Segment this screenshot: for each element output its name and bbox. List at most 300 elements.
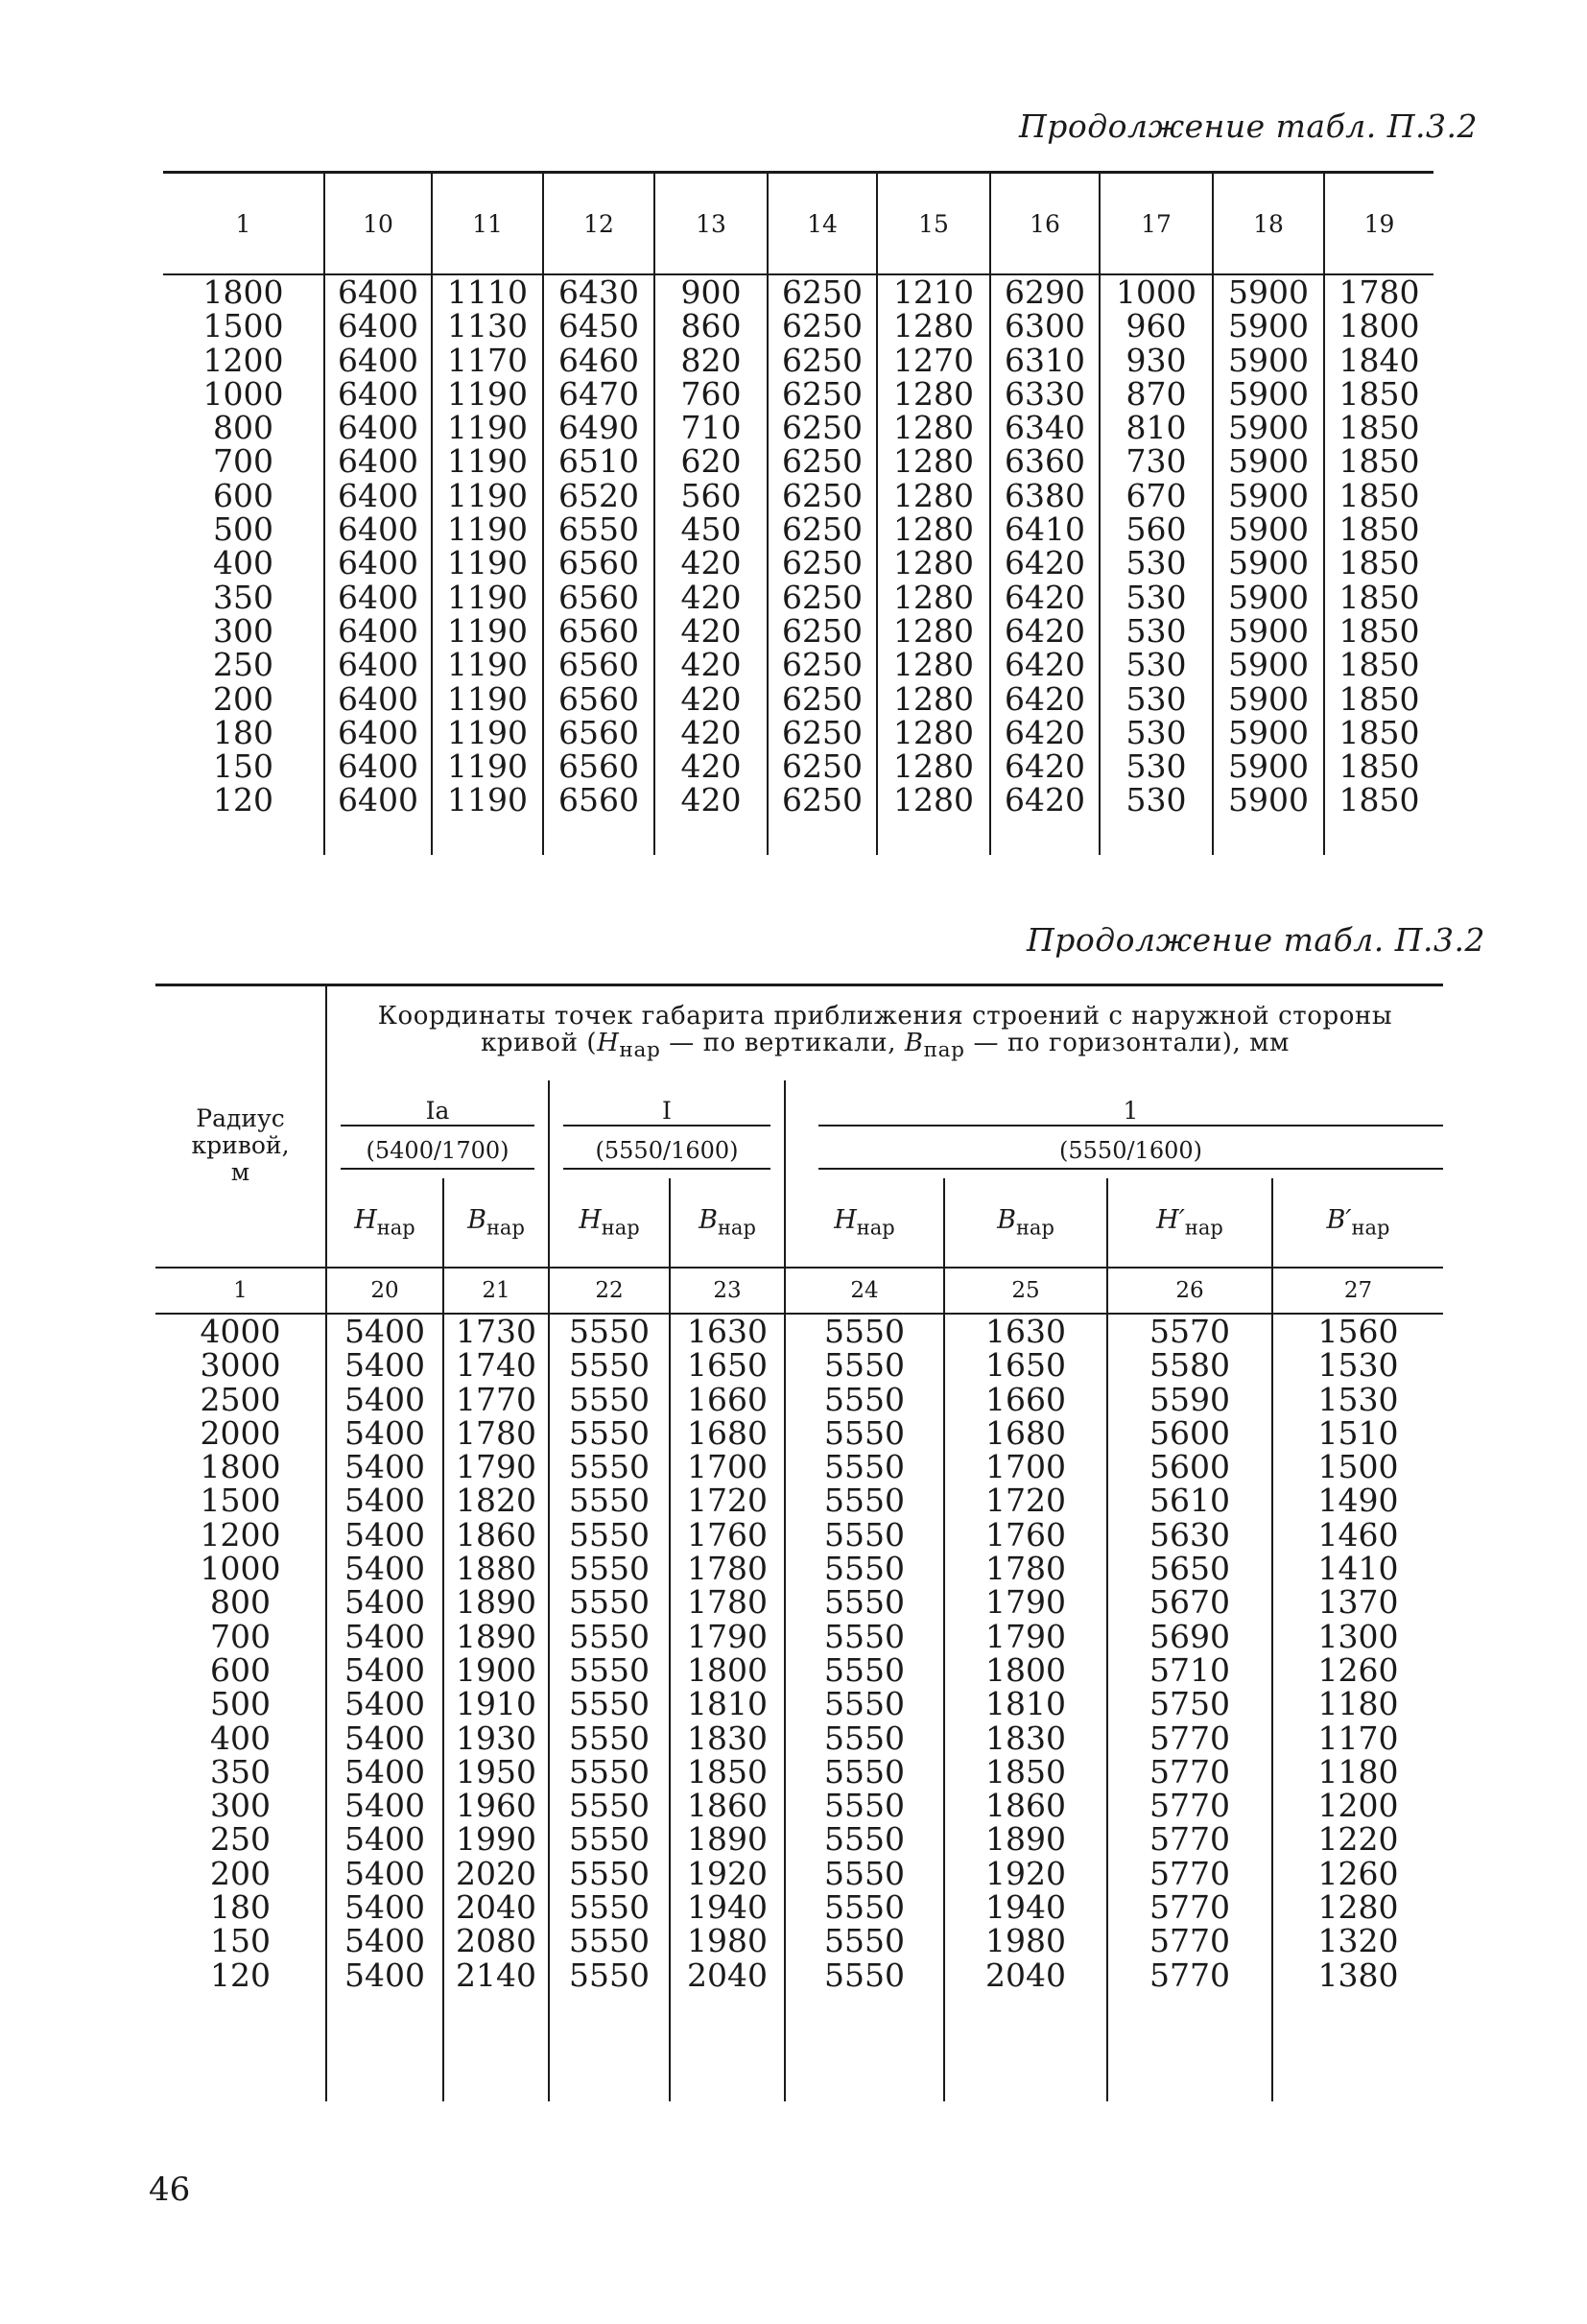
bottom-cell: 1660 [687,1380,768,1418]
bottom-cell: 1410 [1317,1550,1399,1588]
symbol-header-1 [443,1178,549,1268]
bottom-cell: 300 [210,1787,271,1825]
top-cell: 420 [680,781,742,819]
top-cell: 5900 [1228,611,1309,650]
top-cell: 1850 [1338,578,1420,616]
top-cell: 6310 [1005,341,1085,379]
bottom-col-values-0 [155,1314,326,2101]
bottom-cell: 1790 [456,1448,536,1486]
bottom-cell: 2000 [200,1413,281,1452]
bottom-cell: 5400 [344,1922,425,1960]
top-cell: 6400 [338,611,418,650]
bottom-cell: 5550 [824,1752,905,1790]
top-cell: 6250 [782,544,863,582]
top-cell: 1190 [447,713,528,751]
bottom-cell: 1500 [200,1482,281,1520]
bottom-cell: 5400 [344,1380,425,1418]
top-cell: 6250 [782,409,863,447]
top-cell: 6400 [338,341,418,379]
top-cell: 6400 [338,679,418,718]
top-cell: 6400 [338,374,418,413]
top-cell: 530 [1125,747,1187,786]
top-cell: 6420 [1005,611,1085,650]
bottom-col-values-8 [1272,1314,1443,2101]
bottom-cell: 5400 [344,1787,425,1825]
bottom-cell: 5550 [569,1685,650,1723]
top-cell: 6400 [338,476,418,514]
top-cell: 450 [680,510,742,549]
top-cell: 5900 [1228,578,1309,616]
bottom-cell: 1650 [687,1346,768,1385]
bottom-cell: 5400 [344,1482,425,1520]
bottom-cell: 600 [210,1650,271,1689]
top-col-values-6 [877,274,990,855]
top-cell: 930 [1125,341,1187,379]
bottom-cell: 1920 [687,1854,768,1892]
top-col-values-9 [1213,274,1324,855]
top-cell: 420 [680,611,742,650]
bottom-cell: 1930 [456,1719,536,1757]
top-cell: 1850 [1338,510,1420,549]
bottom-table-data-row [155,1314,1443,2101]
bottom-cell: 1260 [1317,1854,1399,1892]
bottom-cell: 2040 [985,1956,1066,1994]
top-col-header-9: 18 [1213,174,1324,274]
top-cell: 400 [213,544,273,582]
bottom-cell: 1630 [687,1313,768,1350]
top-cell: 6250 [782,476,863,514]
bottom-cell: 1950 [456,1752,536,1790]
bottom-cell: 5770 [1149,1752,1230,1790]
bottom-cell: 1770 [456,1380,536,1418]
top-cell: 5900 [1228,409,1309,447]
bottom-cell: 1680 [985,1413,1066,1452]
top-cell: 800 [213,409,273,447]
bottom-cell: 1980 [687,1922,768,1960]
top-cell: 6250 [782,646,863,684]
bottom-cell: 5400 [344,1685,425,1723]
symbol-header-3 [670,1178,785,1268]
bottom-cell: 1940 [985,1888,1066,1927]
bottom-cell: 5400 [344,1583,425,1622]
top-cell: 6470 [558,374,639,413]
bottom-cell: 5710 [1149,1650,1230,1689]
top-cell: 5900 [1228,679,1309,718]
bottom-cell: 5550 [569,1854,650,1892]
top-cell: 1190 [447,646,528,684]
bottom-cell: 120 [210,1956,271,1994]
bottom-cell: 1530 [1317,1380,1399,1418]
top-cell: 1130 [447,307,528,345]
symbol-header-5 [944,1178,1107,1268]
bottom-cell: 2080 [456,1922,536,1960]
symbol-subscript: нар [376,1216,415,1240]
top-cell: 6400 [338,781,418,819]
top-cell: 1190 [447,510,528,549]
top-col-values-7 [990,274,1100,855]
bottom-cell: 5550 [569,1956,650,1994]
bottom-cell: 400 [210,1719,271,1757]
top-cell: 530 [1125,781,1187,819]
top-cell: 5900 [1228,341,1309,379]
top-col-header-8: 17 [1100,174,1213,274]
top-cell: 760 [680,374,742,413]
bottom-cell: 5600 [1149,1413,1230,1452]
coordinates-header-text-c: — по горизонтали), мм [964,1028,1290,1057]
top-cell: 1210 [893,273,974,311]
bottom-cell: 5550 [569,1413,650,1452]
top-cell: 6520 [558,476,639,514]
top-cell: 6510 [558,442,639,481]
bottom-cell: 2040 [687,1956,768,1994]
bottom-cell: 1890 [985,1820,1066,1859]
top-cell: 5900 [1228,510,1309,549]
bottom-cell: 5600 [1149,1448,1230,1486]
bottom-cell: 1530 [1317,1346,1399,1385]
top-cell: 6250 [782,713,863,751]
top-cell: 1000 [1116,273,1196,311]
bottom-cell: 250 [210,1820,271,1859]
bottom-cell: 1900 [456,1650,536,1689]
top-cell: 420 [680,544,742,582]
top-cell: 1800 [202,273,284,311]
bottom-cell: 350 [210,1752,271,1790]
bottom-col-values-5 [785,1314,944,2101]
top-cell: 6560 [558,578,639,616]
bottom-cell: 1630 [985,1313,1066,1350]
top-cell: 1270 [893,341,974,379]
top-cell: 1280 [893,713,974,751]
top-col-header-6: 15 [877,174,990,274]
bottom-cell: 1890 [456,1617,536,1655]
top-cell: 1280 [893,442,974,481]
symbol-letter: B [467,1205,486,1236]
bottom-col-values-1 [326,1314,443,2101]
symbol-subscript: нар [601,1216,640,1240]
radius-header-label: Радиус кривой, м [191,1104,290,1186]
top-cell: 1190 [447,578,528,616]
top-cell: 5900 [1228,442,1309,481]
top-cell: 6400 [338,409,418,447]
group-name-1: 1 [818,1097,1443,1126]
top-cell: 6400 [338,442,418,481]
bottom-table [155,984,1443,2101]
top-cell: 5900 [1228,273,1309,311]
bottom-cell: 5550 [569,1922,650,1960]
top-cell: 1280 [893,544,974,582]
bottom-cell: 2140 [456,1956,536,1994]
group-dims-1 [785,1128,1443,1178]
top-cell: 530 [1125,544,1187,582]
symbol-letter: B [699,1205,718,1236]
bottom-cell: 1780 [687,1583,768,1622]
bottom-cell: 5590 [1149,1380,1230,1418]
top-cell: 5900 [1228,747,1309,786]
bottom-cell: 1740 [456,1346,536,1385]
column-number-2: 21 [443,1268,549,1314]
bottom-cell: 5550 [569,1550,650,1588]
coordinates-header-line2 [333,1030,1437,1064]
top-col-values-3 [543,274,654,855]
top-cell: 1280 [893,374,974,413]
bottom-cell: 5550 [824,1787,905,1825]
bottom-cell: 1180 [1317,1752,1399,1790]
top-cell: 1170 [447,341,528,379]
top-cell: 6560 [558,713,639,751]
top-cell: 6300 [1005,307,1085,345]
column-number-7: 26 [1107,1268,1272,1314]
top-cell: 1190 [447,544,528,582]
bottom-cell: 1890 [687,1820,768,1859]
top-cell: 6400 [338,646,418,684]
bottom-cell: 5400 [344,1448,425,1486]
bottom-cell: 1800 [985,1650,1066,1689]
top-col-header-0: 1 [235,209,251,238]
top-table-caption: Продолжение табл. П.3.2 [1019,107,1478,145]
bottom-cell: 1730 [456,1313,536,1350]
bottom-cell: 1940 [687,1888,768,1927]
top-cell: 6290 [1005,273,1085,311]
top-col-header-3: 12 [543,174,654,274]
top-col-header-4: 13 [654,174,768,274]
bottom-cell: 1280 [1317,1888,1399,1927]
bottom-cell: 5550 [824,1922,905,1960]
bottom-cell: 1700 [985,1448,1066,1486]
bottom-cell: 5550 [824,1482,905,1520]
bottom-cell: 5570 [1149,1313,1230,1350]
top-cell: 6250 [782,781,863,819]
column-number-8: 27 [1272,1268,1443,1314]
bottom-cell: 5550 [824,1448,905,1486]
bottom-cell: 5550 [569,1380,650,1418]
top-cell: 530 [1125,578,1187,616]
top-cell: 5900 [1228,307,1309,345]
top-cell: 1200 [202,341,284,379]
top-cell: 1280 [893,781,974,819]
column-number-6: 25 [944,1268,1107,1314]
bottom-cell: 5550 [569,1313,650,1350]
top-cell: 6360 [1005,442,1085,481]
symbol-header-0 [326,1178,443,1268]
top-cell: 6420 [1005,747,1085,786]
bottom-cell: 500 [210,1685,271,1723]
top-cell: 620 [680,442,742,481]
top-table-data-row [163,274,1433,855]
bottom-cell: 5550 [824,1650,905,1689]
bottom-cell: 5550 [569,1482,650,1520]
top-cell: 6490 [558,409,639,447]
bottom-cell: 5550 [824,1313,905,1350]
symbol-subscript: нар [1351,1216,1390,1240]
group-dims-ia [326,1128,549,1178]
bottom-cell: 1780 [985,1550,1066,1588]
top-cell: 6450 [558,307,639,345]
bottom-cell: 5400 [344,1752,425,1790]
bottom-cell: 5550 [569,1650,650,1689]
top-cell: 1850 [1338,409,1420,447]
top-cell: 600 [213,476,273,514]
top-cell: 6420 [1005,578,1085,616]
column-number-4: 23 [670,1268,785,1314]
top-cell: 6420 [1005,781,1085,819]
symbol-header-2 [549,1178,670,1268]
top-cell: 710 [680,409,742,447]
top-cell: 860 [680,307,742,345]
top-cell: 6400 [338,544,418,582]
bottom-cell: 1910 [456,1685,536,1723]
bottom-cell: 2500 [200,1380,281,1418]
top-cell: 1280 [893,747,974,786]
bottom-cell: 1780 [687,1550,768,1588]
top-table-header-row [163,174,1433,274]
bottom-cell: 1790 [985,1583,1066,1622]
group-name-ia: Ia [341,1097,534,1126]
bottom-cell: 5550 [824,1550,905,1588]
bottom-cell: 1220 [1317,1820,1399,1859]
top-cell: 6330 [1005,374,1085,413]
symbol-subscript: нар [486,1216,525,1240]
top-cell: 820 [680,341,742,379]
group-dims-i-text: (5550/1600) [563,1137,770,1170]
top-cell: 6250 [782,679,863,718]
bottom-cell: 5650 [1149,1550,1230,1588]
top-cell: 6560 [558,781,639,819]
top-cell: 560 [680,476,742,514]
top-cell: 6250 [782,374,863,413]
bottom-cell: 5400 [344,1650,425,1689]
bottom-cell: 1660 [985,1380,1066,1418]
bottom-cell: 5550 [569,1719,650,1757]
top-cell: 6420 [1005,679,1085,718]
group-name-i: I [563,1097,770,1126]
bottom-cell: 1200 [200,1515,281,1553]
top-cell: 420 [680,713,742,751]
bottom-cell: 180 [210,1888,271,1927]
bottom-cell: 5550 [569,1820,650,1859]
top-cell: 6400 [338,273,418,311]
bottom-cell: 5400 [344,1413,425,1452]
bottom-cell: 1860 [687,1787,768,1825]
top-cell: 6340 [1005,409,1085,447]
top-table [163,171,1433,855]
bottom-cell: 5750 [1149,1685,1230,1723]
column-number-5: 24 [785,1268,944,1314]
top-cell: 6430 [558,273,639,311]
bottom-cell: 5770 [1149,1888,1230,1927]
symbol-header-7 [1272,1178,1443,1268]
page-number: 46 [149,2170,191,2209]
bottom-cell: 1830 [687,1719,768,1757]
top-cell: 1190 [447,442,528,481]
bottom-cell: 5400 [344,1854,425,1892]
bottom-cell: 1300 [1317,1617,1399,1655]
bottom-cell: 1320 [1317,1922,1399,1960]
column-number-row [155,1268,1443,1314]
top-cell: 6420 [1005,646,1085,684]
bottom-cell: 2020 [456,1854,536,1892]
top-cell: 6250 [782,442,863,481]
radius-header [155,986,326,1268]
top-col-values-1 [324,274,432,855]
top-cell: 6250 [782,611,863,650]
top-cell: 1500 [202,307,284,345]
coordinates-header-line1: Координаты точек габарита приближения строений с наружной стороны [377,1001,1393,1031]
bottom-cell: 150 [210,1922,271,1960]
top-cell: 6550 [558,510,639,549]
bottom-cell: 1860 [985,1787,1066,1825]
bottom-cell: 5550 [824,1956,905,1994]
top-col-values-4 [654,274,768,855]
top-cell: 1190 [447,679,528,718]
bottom-cell: 5400 [344,1346,425,1385]
symbol-header-row [155,1178,1443,1268]
top-cell: 6560 [558,747,639,786]
bottom-cell: 5670 [1149,1583,1230,1622]
top-cell: 1000 [202,374,284,413]
top-cell: 420 [680,646,742,684]
bottom-cell: 5550 [824,1719,905,1757]
bottom-cell: 1720 [687,1482,768,1520]
group-header-ia [326,1080,549,1128]
coordinates-header [326,986,1443,1080]
top-cell: 1850 [1338,713,1420,751]
bottom-cell: 1780 [456,1413,536,1452]
bottom-cell: 1380 [1317,1956,1399,1994]
symbol-header-4 [785,1178,944,1268]
top-cell: 1850 [1338,476,1420,514]
top-cell: 1850 [1338,781,1420,819]
top-cell: 6400 [338,307,418,345]
bottom-cell: 1650 [985,1346,1066,1385]
bottom-cell: 5550 [824,1583,905,1622]
top-cell: 6560 [558,611,639,650]
bottom-cell: 1820 [456,1482,536,1520]
top-cell: 1850 [1338,679,1420,718]
b-subscript: пар [923,1038,965,1063]
bottom-cell: 5550 [824,1854,905,1892]
bottom-col-values-3 [549,1314,670,2101]
bottom-cell: 5400 [344,1617,425,1655]
bottom-cell: 5630 [1149,1515,1230,1553]
symbol-subscript: нар [1015,1216,1054,1240]
top-cell: 1280 [893,476,974,514]
top-cell: 6380 [1005,476,1085,514]
top-cell: 1190 [447,476,528,514]
top-cell: 810 [1125,409,1187,447]
symbol-letter: H [579,1205,602,1236]
top-cell: 730 [1125,442,1187,481]
top-cell: 5900 [1228,544,1309,582]
bottom-cell: 1830 [985,1719,1066,1757]
top-cell: 1190 [447,409,528,447]
group-dims-ia-text: (5400/1700) [341,1137,534,1170]
symbol-subscript: нар [1184,1216,1223,1240]
top-cell: 6250 [782,341,863,379]
top-cell: 6250 [782,747,863,786]
bottom-cell: 5550 [824,1820,905,1859]
top-cell: 1190 [447,611,528,650]
top-cell: 5900 [1228,781,1309,819]
bottom-cell: 5550 [569,1583,650,1622]
bottom-cell: 200 [210,1854,271,1892]
top-cell: 1280 [893,679,974,718]
top-cell: 530 [1125,611,1187,650]
top-cell: 6250 [782,510,863,549]
top-col-values-0 [163,274,324,855]
bottom-cell: 1850 [687,1752,768,1790]
top-cell: 530 [1125,646,1187,684]
bottom-cell: 5550 [824,1515,905,1553]
